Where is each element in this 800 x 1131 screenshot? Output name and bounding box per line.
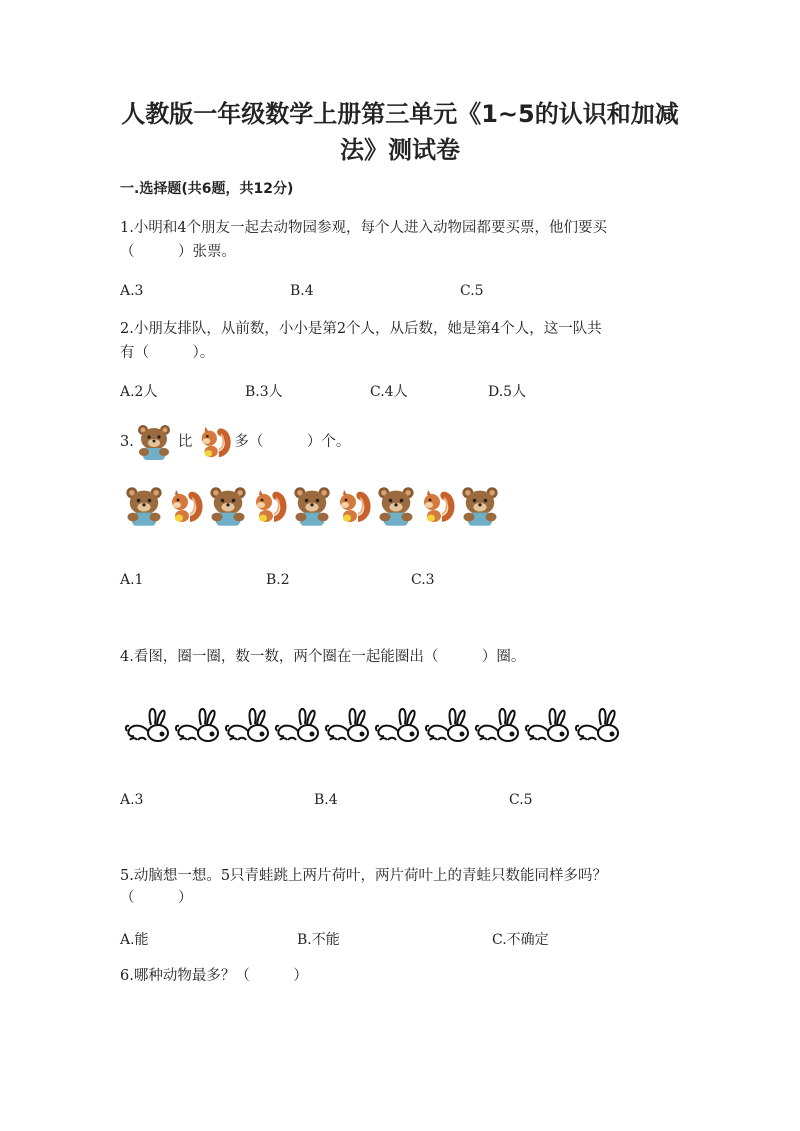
squirrel-icon (334, 484, 374, 528)
question-3-compare-word: 比 (177, 434, 193, 450)
question-3-option-b[interactable]: B.2 (266, 572, 290, 588)
question-1-line-1: 1.小明和4个朋友一起去动物园参观，每个人进入动物园都要买票，他们要买 (120, 220, 608, 236)
section-heading: 一.选择题(共6题，共12分) (120, 181, 294, 197)
question-4-option-a[interactable]: A.3 (120, 792, 144, 808)
document-title (0, 96, 800, 168)
bear-icon (458, 484, 502, 528)
question-4-option-c[interactable]: C.5 (509, 792, 533, 808)
bear-icon (134, 422, 174, 462)
question-2-line-1: 2.小朋友排队，从前数，小小是第2个人，从后数，她是第4个人，这一队共 (120, 321, 602, 337)
question-2-line-2: 有（ ）。 (120, 345, 215, 361)
title-line-2: 法》测试卷 (340, 136, 460, 164)
question-1-option-a[interactable]: A.3 (120, 283, 144, 299)
question-2-option-c[interactable]: C.4人 (370, 384, 408, 400)
question-5-option-c[interactable]: C.不确定 (492, 932, 549, 948)
question-5-line-1: 5.动脑想一想。5只青蛙跳上两片荷叶，两片荷叶上的青蛙只数能同样多吗？ (120, 868, 608, 884)
question-6-line-1: 6.哪种动物最多？（ ） (120, 968, 308, 984)
bear-icon (290, 484, 334, 528)
question-1-option-b[interactable]: B.4 (290, 283, 314, 299)
question-2-option-a[interactable]: A.2人 (120, 384, 158, 400)
question-5-option-b[interactable]: B.不能 (297, 932, 340, 948)
question-3-option-a[interactable]: A.1 (120, 572, 144, 588)
question-4-picture-row (124, 706, 624, 746)
question-4-option-b[interactable]: B.4 (314, 792, 338, 808)
squirrel-icon (250, 484, 290, 528)
rabbit-icon (324, 706, 374, 746)
rabbit-icon (524, 706, 574, 746)
rabbit-icon (474, 706, 524, 746)
question-3-suffix: 多（ ）个。 (234, 434, 351, 450)
rabbit-icon (224, 706, 274, 746)
rabbit-icon (374, 706, 424, 746)
question-2-option-d[interactable]: D.5人 (488, 384, 527, 400)
question-3-option-c[interactable]: C.3 (411, 572, 435, 588)
squirrel-icon (196, 422, 234, 462)
rabbit-icon (274, 706, 324, 746)
question-5-option-a[interactable]: A.能 (120, 932, 149, 948)
squirrel-icon (166, 484, 206, 528)
rabbit-icon (574, 706, 624, 746)
question-3-number: 3. (120, 434, 134, 450)
bear-icon (206, 484, 250, 528)
question-1-line-2: （ ）张票。 (120, 244, 236, 260)
question-4-line-1: 4.看图，圈一圈，数一数，两个圈在一起能圈出（ ）圈。 (120, 649, 526, 665)
rabbit-icon (174, 706, 224, 746)
rabbit-icon (424, 706, 474, 746)
question-2-option-b[interactable]: B.3人 (245, 384, 283, 400)
title-line-1: 人教版一年级数学上册第三单元《1~5的认识和加减 (121, 100, 679, 128)
question-5-line-2: （ ） (120, 890, 193, 906)
bear-icon (122, 484, 166, 528)
rabbit-icon (124, 706, 174, 746)
question-1-option-c[interactable]: C.5 (460, 283, 484, 299)
squirrel-icon (418, 484, 458, 528)
question-3-picture-row (122, 484, 502, 528)
question-3-stem (120, 420, 350, 464)
bear-icon (374, 484, 418, 528)
